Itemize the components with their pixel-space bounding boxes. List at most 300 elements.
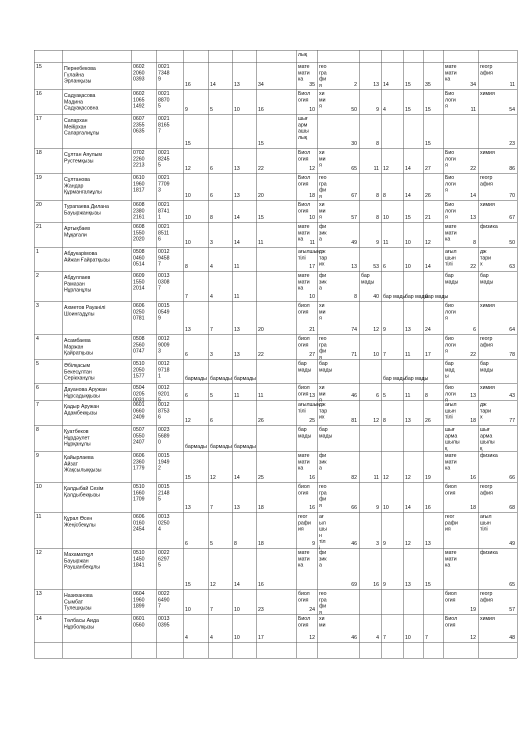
cell-line: 0510 (133, 550, 145, 556)
student-name-line: Рамазан (64, 281, 85, 288)
subject-score: 22 (470, 352, 476, 358)
cell-line: 1550 (133, 279, 145, 286)
subject-score: 21 (309, 327, 315, 333)
subject-score: 71 (351, 352, 357, 358)
score-cell: 4 (210, 264, 213, 270)
cell-line: шын (445, 255, 456, 262)
student-name-line: Қадыр Аружан (64, 404, 100, 410)
cell-line: 0022 (158, 550, 170, 556)
cell-line: шын (480, 520, 491, 527)
score-cell: 6 (210, 418, 213, 424)
cell-line: бар (298, 427, 307, 433)
subject-score: 69 (351, 582, 357, 588)
cell-line: 0012 (158, 385, 170, 391)
cell-line: 0 (158, 439, 161, 446)
score-cell: 14 (234, 475, 240, 481)
cell-line: 2454 (133, 526, 145, 533)
cell-line: 6297 (158, 556, 170, 563)
cell-line: биол (298, 591, 310, 597)
cell-line: 0747 (133, 348, 145, 355)
score-cell: 8 (425, 393, 428, 399)
cell-line: 2560 (133, 342, 145, 349)
cell-line: огия (445, 622, 456, 629)
subject-score: 67 (509, 215, 515, 221)
subject-score: 19 (470, 607, 476, 613)
score-cell: 6 (383, 264, 386, 270)
subject-score: 57 (351, 215, 357, 221)
subject-score: 18 (470, 505, 476, 511)
row-number: 4 (36, 336, 39, 342)
cell-line: гео (319, 336, 327, 342)
score-cell: 13 (405, 418, 411, 424)
cell-line: фи (319, 273, 327, 279)
cell-line: огия (298, 597, 309, 604)
score-cell: 12 (383, 166, 389, 172)
cell-line: 2148 (158, 490, 170, 497)
cell-line: 7 (158, 261, 161, 268)
cell-line: мати (298, 279, 310, 286)
subject-score: 11 (470, 107, 476, 113)
cell-line: физика (480, 550, 498, 556)
cell-line: огия (298, 181, 309, 188)
cell-line: 0250 (158, 520, 170, 527)
cell-line: я (319, 609, 322, 616)
score-cell: 10 (185, 215, 191, 221)
cell-line: ия (445, 526, 451, 533)
student-name-line: Назиханова (64, 593, 93, 599)
cell-line: 0015 (158, 484, 170, 490)
cell-line: 0250 (133, 309, 145, 316)
cell-line: 2409 (133, 414, 145, 421)
score-cell: 10 (405, 635, 411, 641)
row-number: 11 (36, 514, 42, 520)
subject-score: 46 (351, 393, 357, 399)
score-cell: 14 (405, 505, 411, 511)
cell-line: 0205 (133, 391, 145, 398)
cell-line: огия (298, 97, 309, 104)
score-cell: 5 (210, 107, 213, 113)
cell-line: 5 (158, 562, 161, 569)
cell-line: ми (319, 97, 326, 104)
score-cell: 7 (383, 635, 386, 641)
cell-line: 0395 (158, 622, 170, 629)
cell-line: 0021 (158, 224, 170, 230)
cell-line: 0604 (133, 591, 145, 597)
score-cell: бармады (185, 376, 207, 382)
cell-line: бар (319, 361, 328, 367)
score-cell: 13 (234, 327, 240, 333)
cell-line: 0015 (158, 303, 170, 309)
cell-line: зик (319, 279, 327, 286)
cell-line: 0023 (158, 427, 170, 433)
score-cell: 15 (258, 141, 264, 147)
student-name-line: Жеңісбекұлы (64, 522, 96, 529)
score-cell: 11 (405, 352, 411, 358)
student-name-line: Нұрқанұлы (64, 441, 91, 448)
student-name-line: Жақсылыққызы (64, 467, 102, 474)
cell-line: 0510 (133, 484, 145, 490)
cell-line: хи (319, 303, 325, 309)
subject-score: 74 (351, 327, 357, 333)
cell-line: 0013 (158, 514, 170, 520)
cell-line: бар (480, 273, 489, 279)
student-name-line: Махаматқұл (64, 552, 94, 558)
row-number: 19 (36, 175, 42, 181)
cell-line: 0308 (158, 279, 170, 286)
cell-line: мати (298, 556, 310, 563)
score-cell: 17 (258, 635, 264, 641)
score-cell: 12 (185, 418, 191, 424)
subject-score: 24 (309, 607, 315, 613)
cell-line: ми (319, 208, 326, 215)
subject-score: 50 (509, 240, 515, 246)
cell-line: мати (445, 459, 457, 466)
score-cell: 35 (425, 82, 431, 88)
cell-line: я (319, 354, 322, 361)
cell-line: 3 (158, 187, 161, 194)
student-name-line: Жандар (64, 183, 84, 190)
subject-score: 66 (509, 475, 515, 481)
cell-line: логи (445, 156, 456, 163)
cell-line: 0021 (158, 91, 170, 97)
score-cell: 16 (425, 505, 431, 511)
cell-line: шығ (445, 427, 455, 433)
score-cell: 21 (425, 215, 431, 221)
score-cell: 14 (425, 264, 431, 270)
row-number: 10 (36, 484, 42, 490)
cell-line: фи (319, 603, 327, 610)
student-name-line: Бауыржан (64, 558, 89, 565)
subject-score: 10 (309, 215, 315, 221)
cell-line: я (319, 82, 322, 89)
cell-line: 2213 (133, 162, 145, 169)
score-cell: 9 (383, 541, 386, 547)
cell-line: я (319, 397, 322, 404)
cell-line: гра (319, 490, 327, 497)
cell-line: мате (298, 273, 310, 279)
cell-line: мати (445, 70, 457, 77)
cell-line: гео (319, 64, 327, 70)
score-cell: 11 (405, 393, 411, 399)
student-name-line: Сапарғалиұлы (64, 130, 100, 137)
cell-line: 0013 (158, 273, 170, 279)
cell-line: 2060 (133, 70, 145, 77)
subject-score: 8 (376, 215, 379, 221)
cell-line: их (319, 261, 325, 268)
cell-line: мады (319, 367, 333, 374)
subject-score: 12 (309, 166, 315, 172)
cell-line: геог (445, 514, 455, 520)
cell-line: 0549 (158, 309, 170, 316)
cell-line: қ (480, 445, 483, 452)
subject-score: 50 (351, 107, 357, 113)
student-name-line: Адамбекқызы (64, 410, 98, 417)
subject-score: 11 (373, 475, 379, 481)
student-name-line: Әбілқасым (64, 363, 91, 369)
score-cell: 34 (258, 82, 264, 88)
subject-score: 78 (509, 352, 515, 358)
score-cell: 15 (405, 215, 411, 221)
cell-line: 0021 (158, 64, 170, 70)
subject-score: 9 (376, 240, 379, 246)
score-cell: 15 (185, 475, 191, 481)
subject-score: 12 (309, 635, 315, 641)
cell-line: дж (480, 402, 487, 408)
cell-line: я (445, 397, 448, 404)
student-name-line: Қайырлаева (64, 455, 94, 461)
student-name-line: Нұрдәулет (64, 435, 90, 442)
cell-line: фи (319, 453, 327, 459)
cell-line: 5 (158, 397, 161, 404)
cell-line: я (319, 193, 322, 200)
cell-line: бар (480, 361, 489, 367)
cell-line: 2380 (133, 208, 145, 215)
cell-line: тар (319, 255, 328, 262)
score-cell: 18 (258, 541, 264, 547)
cell-line: 0606 (133, 453, 145, 459)
cell-line: афия (480, 70, 493, 77)
subject-score: 18 (309, 193, 315, 199)
score-cell: 6 (210, 193, 213, 199)
score-cell: 12 (405, 541, 411, 547)
cell-line: 1577 (133, 373, 145, 380)
cell-line: 1492 (133, 103, 145, 110)
cell-line: бар (319, 427, 328, 433)
student-name-line: Айзат (64, 461, 78, 468)
subject-score: 77 (509, 418, 515, 424)
score-cell: 16 (258, 582, 264, 588)
score-cell: 6 (185, 393, 188, 399)
cell-line: 8870 (158, 97, 170, 104)
score-cell: 12 (405, 475, 411, 481)
subject-score: 22 (470, 264, 476, 270)
cell-line: мати (298, 70, 310, 77)
cell-line: 0601 (133, 402, 145, 408)
score-cell: 14 (234, 240, 240, 246)
cell-line: биол (445, 484, 457, 490)
subject-score: 11 (373, 166, 379, 172)
student-name-line: Серікханұлы (64, 375, 95, 382)
cell-line: 6 (158, 236, 161, 243)
cell-line: 1899 (133, 603, 145, 610)
score-cell: бармады (210, 444, 232, 450)
subject-score: 43 (509, 393, 515, 399)
score-cell: 15 (185, 582, 191, 588)
subject-score: 8 (376, 141, 379, 147)
subject-score: 4 (376, 635, 379, 641)
cell-line: я (445, 162, 448, 169)
row-number: 2 (36, 273, 39, 279)
score-cell: 10 (185, 240, 191, 246)
cell-line: шы (319, 526, 327, 533)
subject-score: 11 (309, 240, 315, 246)
row-number: 8 (36, 427, 39, 433)
cell-line: фи (319, 348, 327, 355)
student-name-line: Раушанбекұлы (64, 564, 101, 571)
score-cell: 18 (258, 505, 264, 511)
cell-line: ка (445, 76, 451, 83)
cell-line: қ (445, 445, 448, 452)
score-cell: бар мады (405, 294, 429, 300)
cell-line: фи (319, 76, 327, 83)
score-cell: 14 (234, 582, 240, 588)
score-cell: 13 (234, 166, 240, 172)
student-name-line: Айжан Ғайратқызы (64, 257, 110, 264)
cell-line: бар (445, 361, 454, 367)
score-cell: бар мады (425, 294, 449, 300)
score-cell: 6 (185, 541, 188, 547)
cell-line: огия (298, 156, 309, 163)
subject-score: 22 (470, 166, 476, 172)
score-cell: 14 (405, 193, 411, 199)
score-cell: 26 (425, 193, 431, 199)
subject-score: 10 (373, 352, 379, 358)
score-cell: 10 (405, 240, 411, 246)
cell-line: я (445, 214, 448, 221)
cell-line: 8753 (158, 408, 170, 415)
cell-line: 0781 (133, 315, 145, 322)
cell-line: 0507 (133, 427, 145, 433)
cell-line: биол (298, 484, 310, 490)
score-cell: 7 (383, 352, 386, 358)
cell-line: 2355 (133, 122, 145, 129)
cell-line: логи (445, 342, 456, 349)
cell-line: химия (480, 616, 495, 622)
student-name-line: Сұлтанова (64, 177, 90, 183)
cell-line: я (319, 502, 322, 509)
cell-line: Биол (298, 150, 311, 156)
row-number: 5 (36, 361, 39, 367)
cell-line: мати (445, 230, 457, 237)
subject-score: 12 (373, 418, 379, 424)
score-cell: 11 (234, 264, 240, 270)
score-cell: 19 (425, 475, 431, 481)
score-cell: бармады (234, 376, 256, 382)
subject-score: 63 (509, 264, 515, 270)
student-name-line: Қайратқызы (64, 350, 93, 357)
score-cell: 11 (234, 393, 240, 399)
student-name-line: Дауанова Аружан (64, 387, 107, 393)
cell-line: хи (319, 150, 325, 156)
cell-line: огия (298, 309, 309, 316)
subject-score: 13 (309, 393, 315, 399)
cell-line: фи (319, 187, 327, 194)
cell-line: биол (298, 303, 310, 309)
cell-line: 2260 (133, 156, 145, 163)
row-number: 6 (36, 385, 39, 391)
cell-line: тари (480, 255, 491, 262)
row-number: 21 (36, 224, 42, 230)
cell-line: 0606 (133, 303, 145, 309)
cell-line: 0021 (158, 116, 170, 122)
subject-score: 10 (309, 107, 315, 113)
student-name-line: Мейірхан (64, 124, 87, 131)
cell-line: фи (319, 496, 327, 503)
cell-line: ия (298, 526, 304, 533)
subject-score: 49 (509, 541, 515, 547)
score-cell: 15 (258, 215, 264, 221)
cell-line: гео (319, 175, 327, 181)
cell-line: Био (445, 91, 455, 97)
cell-line: шылы (445, 439, 460, 446)
cell-line: афия (480, 597, 493, 604)
score-cell: бармады (185, 444, 207, 450)
cell-line: ми (319, 309, 326, 316)
cell-line: 7348 (158, 70, 170, 77)
cell-line: 0393 (133, 76, 145, 83)
cell-line: арм (298, 122, 308, 129)
student-name-line: Артықбаев (64, 226, 90, 232)
score-cell: 13 (234, 193, 240, 199)
subject-score: 49 (351, 240, 357, 246)
score-cell: 12 (210, 475, 216, 481)
cell-line: шығ (298, 116, 308, 122)
subject-score: 86 (509, 166, 515, 172)
cell-line: ка (445, 236, 451, 243)
cell-line: 0607 (133, 116, 145, 122)
cell-line: Биол (298, 616, 311, 622)
score-cell: бармады (210, 376, 232, 382)
score-cell: 22 (258, 166, 264, 172)
cell-line: тілі (480, 526, 488, 533)
row-number: 14 (36, 616, 42, 622)
cell-line: 8245 (158, 156, 170, 163)
score-cell: 15 (425, 582, 431, 588)
cell-line: геог (298, 514, 308, 520)
cell-line: бар (445, 273, 454, 279)
cell-line: гра (319, 181, 327, 188)
cell-line: 0635 (133, 128, 145, 135)
cell-line: зик (319, 556, 327, 563)
cell-line: 0021 (158, 150, 170, 156)
cell-line: био (445, 303, 454, 309)
score-cell: 4 (383, 107, 386, 113)
cell-line: био (445, 336, 454, 342)
score-cell: 3 (210, 240, 213, 246)
score-cell: 25 (258, 475, 264, 481)
score-cell: 12 (210, 582, 216, 588)
subject-score: 16 (373, 582, 379, 588)
score-cell: 14 (405, 166, 411, 172)
cell-line: мате (445, 550, 457, 556)
student-name-line: Мұқағали (64, 232, 87, 239)
cell-line: 0514 (133, 261, 145, 268)
student-name-line: Сымбат (64, 599, 83, 606)
cell-line: 0608 (133, 202, 145, 208)
cell-line: мате (445, 224, 457, 230)
score-cell: 15 (425, 107, 431, 113)
cell-line: рафи (445, 520, 458, 527)
cell-line: 0550 (133, 433, 145, 440)
cell-line: мады (480, 367, 494, 374)
cell-line: 7 (158, 285, 161, 292)
score-cell: 11 (258, 240, 264, 246)
score-cell: 8 (383, 418, 386, 424)
cell-line: мате (298, 64, 310, 70)
cell-line: афия (480, 342, 493, 349)
cell-line: мати (298, 230, 310, 237)
cell-line: ы (445, 373, 449, 380)
score-cell: 13 (405, 582, 411, 588)
row-number: 9 (36, 453, 39, 459)
cell-line: геогр (480, 175, 493, 181)
score-cell: 13 (425, 541, 431, 547)
score-cell: 12 (425, 240, 431, 246)
score-cell: 10 (234, 107, 240, 113)
student-name-line: Тулешқызы (64, 605, 92, 612)
cell-line: гра (319, 70, 327, 77)
student-name-line: Шоингадұлы (64, 311, 95, 318)
